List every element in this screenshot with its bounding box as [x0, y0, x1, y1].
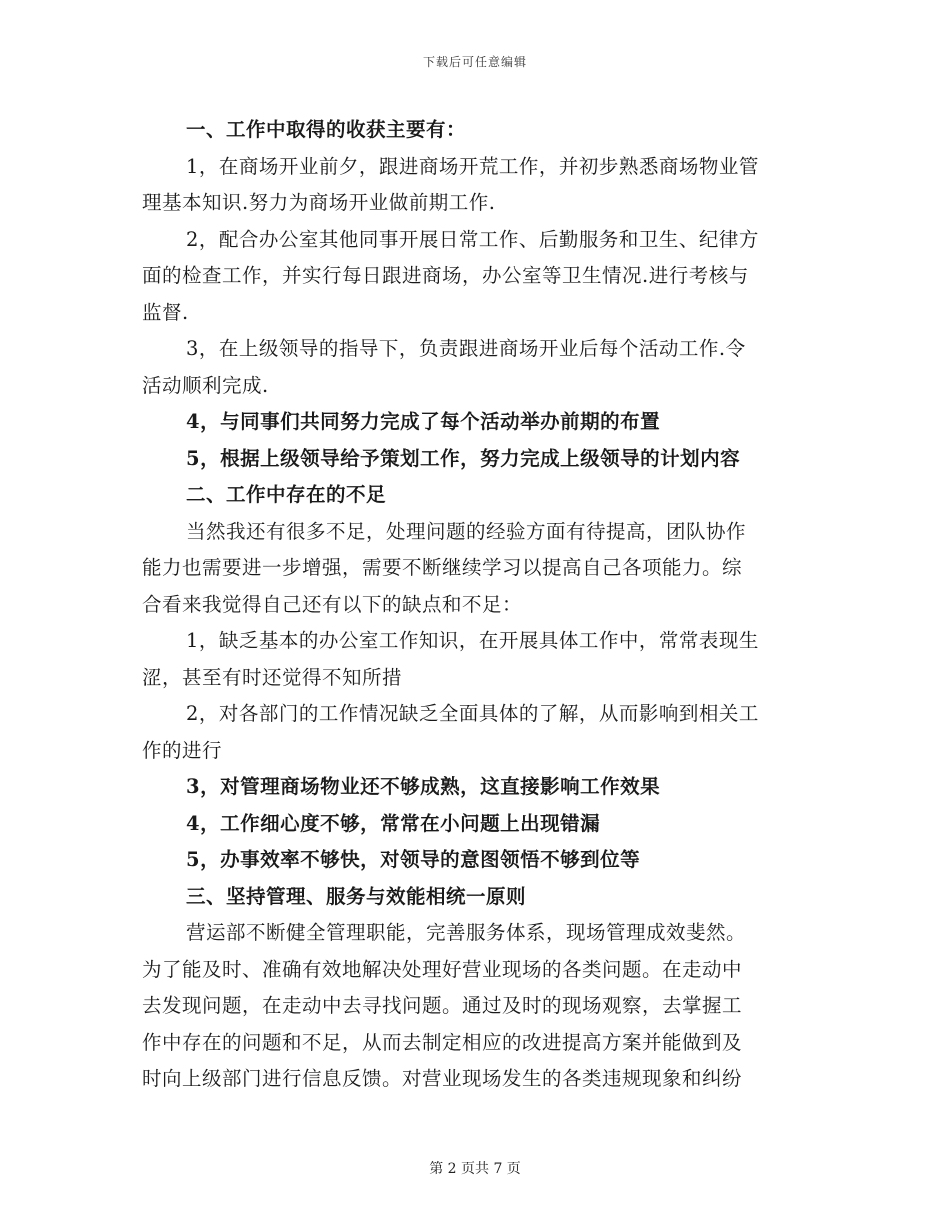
paragraph-line: 去发现问题，在走动中去寻找问题。通过及时的现场观察，去掌握工 — [142, 994, 743, 1017]
heading-line: 二、工作中存在的不足 — [186, 483, 387, 506]
heading-line: 一、工作中取得的收获主要有： — [186, 118, 467, 141]
paragraph-line: 3，在上级领导的指导下，负责跟进商场开业后每个活动工作.令 — [186, 337, 746, 360]
paragraph-line: 时向上级部门进行信息反馈。对营业现场发生的各类违规现象和纠纷 — [142, 1067, 743, 1090]
paragraph-line: 合看来我觉得自己还有以下的缺点和不足： — [142, 592, 523, 616]
paragraph-line: 涩，甚至有时还觉得不知所措 — [142, 665, 403, 689]
heading-line: 4，与同事们共同努力完成了每个活动举办前期的布置 — [186, 410, 661, 433]
paragraph-line: 2，配合办公室其他同事开展日常工作、后勤服务和卫生、纪律方 — [186, 227, 759, 251]
paragraph-line: 当然我还有很多不足，处理问题的经验方面有待提高，团队协作 — [186, 519, 747, 543]
page-number: 第 2 页共 7 页 — [429, 1161, 521, 1177]
heading-line: 5，根据上级领导给予策划工作，努力完成上级领导的计划内容 — [186, 446, 741, 470]
page-header-note: 下载后可任意编辑 — [422, 55, 527, 69]
paragraph-line: 作的进行 — [142, 738, 223, 762]
paragraph-line: 为了能及时、准确有效地解决处理好营业现场的各类问题。在走动中 — [142, 957, 743, 981]
paragraph-line: 1，缺乏基本的办公室工作知识，在开展具体工作中，常常表现生 — [186, 629, 759, 652]
paragraph-line: 2，对各部门的工作情况缺乏全面具体的了解，从而影响到相关工 — [186, 702, 759, 725]
paragraph-line: 营运部不断健全管理职能，完善服务体系，现场管理成效斐然。 — [186, 921, 747, 944]
paragraph-line: 作中存在的问题和不足，从而去制定相应的改进提高方案并能做到及 — [142, 1030, 743, 1054]
paragraph-line: 监督. — [142, 300, 189, 324]
heading-line: 三、坚持管理、服务与效能相统一原则 — [186, 884, 527, 908]
heading-line: 3，对管理商场物业还不够成熟，这直接影响工作效果 — [186, 775, 661, 798]
heading-line: 5，办事效率不够快，对领导的意图领悟不够到位等 — [186, 848, 641, 871]
heading-line: 4，工作细心度不够，常常在小问题上出现错漏 — [186, 811, 601, 835]
paragraph-line: 面的检查工作，并实行每日跟进商场，办公室等卫生情况.进行考核与 — [142, 264, 749, 287]
paragraph-line: 活动顺利完成. — [142, 373, 269, 397]
paragraph-line: 能力也需要进一步增强，需要不断继续学习以提高自己各项能力。综 — [142, 556, 743, 579]
document-body — [142, 112, 810, 1098]
paragraph-line: 1，在商场开业前夕，跟进商场开荒工作，并初步熟悉商场物业管 — [186, 154, 759, 178]
paragraph-line: 理基本知识.努力为商场开业做前期工作. — [142, 191, 496, 214]
